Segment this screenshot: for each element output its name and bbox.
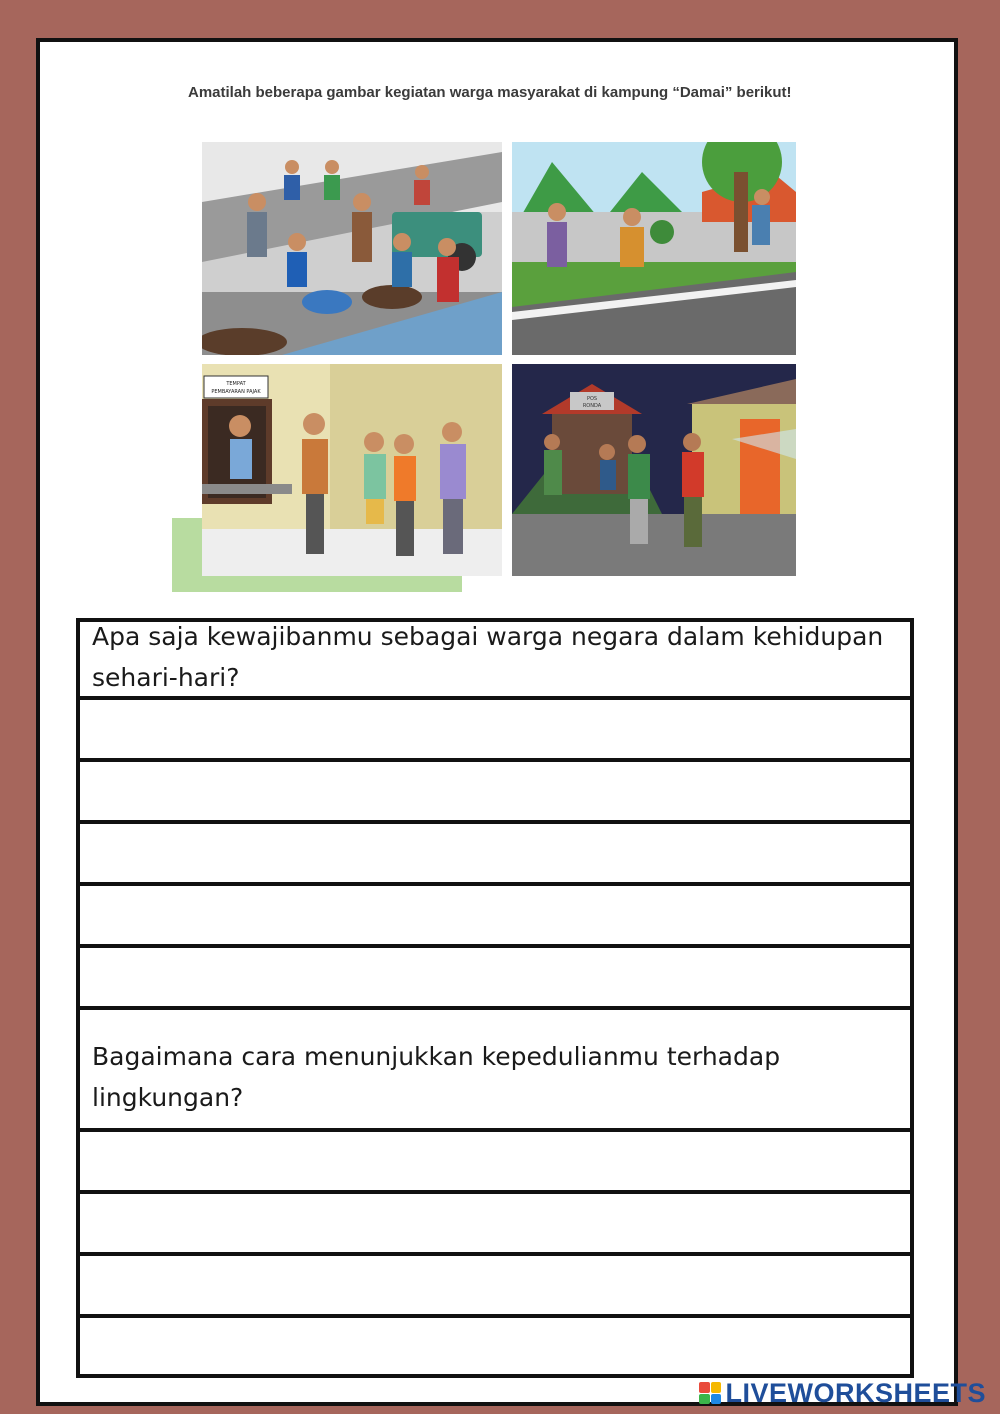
question-2-text: Bagaimana cara menunjukkan kepedulianmu terhadap lingkungan?: [92, 1042, 781, 1112]
pos-sign-line2: RONDA: [582, 403, 602, 409]
answer-line-1-3[interactable]: [80, 824, 910, 886]
worksheet-page: [36, 38, 958, 1406]
pos-sign-line1: POS: [586, 396, 598, 402]
answer-line-2-4[interactable]: [80, 1318, 910, 1374]
brand-name: LIVEWORKSHEETS: [725, 1377, 986, 1408]
tax-sign-line2: PEMBAYARAN PAJAK: [211, 389, 261, 395]
illustration-gotong-royong: [202, 142, 502, 355]
question-1-text: Apa saja kewajibanmu sebagai warga negara dalam kehidupan sehari-hari?: [92, 622, 884, 692]
tax-sign-line1: TEMPAT: [226, 381, 246, 387]
answer-line-2-3[interactable]: [80, 1256, 910, 1318]
question-row-2: [80, 1010, 910, 1132]
liveworksheets-brand: [699, 1377, 986, 1408]
answer-line-1-1[interactable]: [80, 700, 910, 762]
answer-line-2-2[interactable]: [80, 1194, 910, 1256]
answer-line-2-1[interactable]: [80, 1132, 910, 1194]
illustration-night-patrol: [512, 364, 796, 576]
illustration-paying-taxes: [202, 364, 502, 576]
instruction-text: Amatilah beberapa gambar kegiatan warga masyarakat di kampung “Damai” berikut!: [188, 84, 792, 101]
answer-line-1-5[interactable]: [80, 948, 910, 1010]
liveworksheets-logo-icon: [699, 1382, 721, 1404]
question-row-1: [80, 622, 910, 700]
answer-line-1-2[interactable]: [80, 762, 910, 824]
answer-table: [76, 618, 914, 1378]
answer-line-1-4[interactable]: [80, 886, 910, 948]
illustration-planting-trees: [512, 142, 796, 355]
